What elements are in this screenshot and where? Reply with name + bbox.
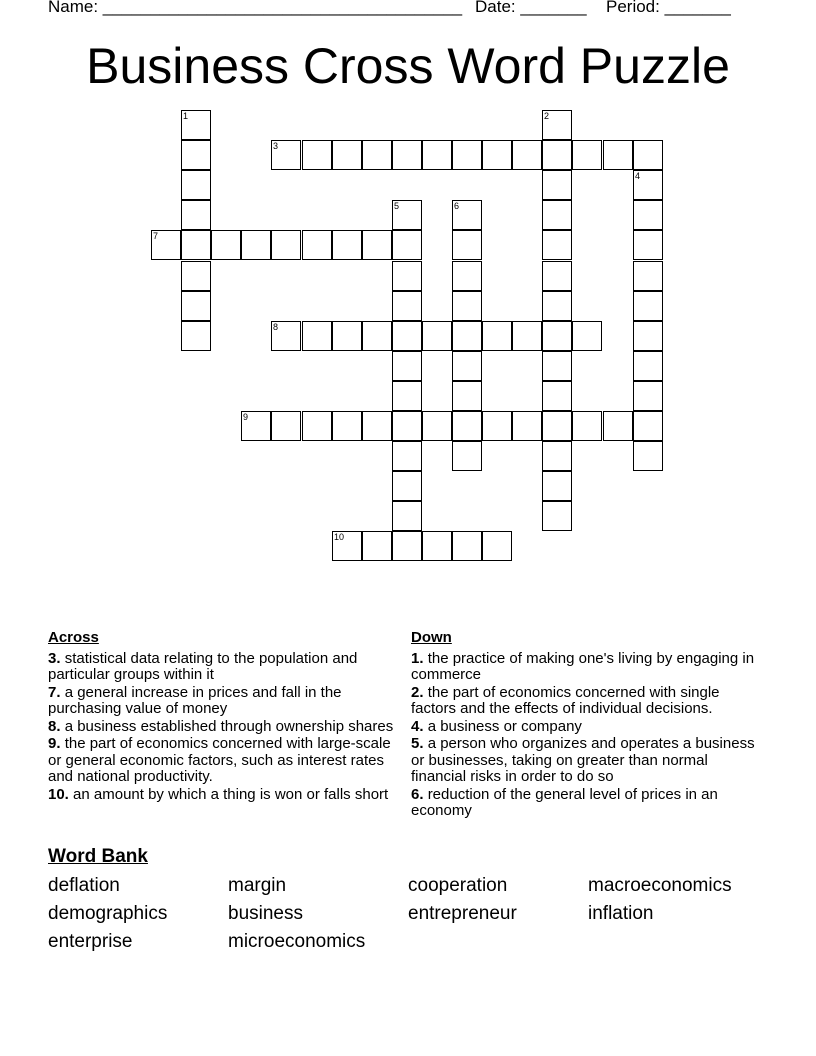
crossword-cell[interactable]: [512, 140, 542, 170]
word-bank-word: deflation: [48, 875, 120, 896]
crossword-cell[interactable]: [181, 140, 211, 170]
word-bank-word: business: [228, 903, 303, 924]
crossword-cell[interactable]: [392, 261, 422, 291]
crossword-cell[interactable]: [633, 170, 663, 200]
across-clue: [48, 719, 400, 736]
crossword-cell[interactable]: [542, 321, 572, 351]
crossword-cell[interactable]: [452, 351, 482, 381]
crossword-cell[interactable]: [362, 531, 392, 561]
word-bank-word: macroeconomics: [588, 875, 732, 896]
down-clue: [411, 787, 761, 820]
word-bank-word: inflation: [588, 903, 654, 924]
across-clue: [48, 651, 400, 684]
cell-number: 8: [273, 322, 279, 332]
clue-text: a business established through ownership shares: [64, 717, 394, 735]
crossword-cell[interactable]: [542, 140, 572, 170]
down-clue: [411, 719, 761, 736]
crossword-cell[interactable]: [362, 230, 392, 260]
cell-number: 7: [153, 231, 159, 241]
crossword-cell[interactable]: [392, 501, 422, 531]
crossword-cell[interactable]: [603, 411, 633, 441]
word-bank-word: microeconomics: [228, 931, 366, 952]
crossword-cell[interactable]: [542, 351, 572, 381]
clue-text: reduction of the general level of prices in an economy: [411, 785, 718, 819]
across-clue: [48, 787, 400, 804]
crossword-cell[interactable]: [362, 321, 392, 351]
crossword-cell[interactable]: [633, 291, 663, 321]
name-field[interactable]: Name: ______________________________________: [48, 0, 463, 16]
across-clue: [48, 685, 400, 718]
crossword-cell[interactable]: [332, 531, 362, 561]
clue-text: an amount by which a thing is won or falls short: [73, 785, 389, 803]
crossword-cell[interactable]: [392, 140, 422, 170]
cell-number: 10: [334, 532, 345, 542]
crossword-cell[interactable]: [452, 441, 482, 471]
crossword-cell[interactable]: [572, 140, 602, 170]
period-field[interactable]: Period: _______: [606, 0, 731, 16]
crossword-cell[interactable]: [482, 411, 512, 441]
crossword-cell[interactable]: [633, 321, 663, 351]
word-bank-word: margin: [228, 875, 287, 896]
crossword-cell[interactable]: [542, 411, 572, 441]
crossword-cell[interactable]: [542, 291, 572, 321]
crossword-cell[interactable]: [452, 261, 482, 291]
down-clue: [411, 651, 761, 684]
clue-number: 8.: [48, 717, 61, 735]
word-bank-word: entrepreneur: [408, 903, 517, 924]
crossword-cell[interactable]: [332, 411, 362, 441]
cell-number: 9: [243, 412, 249, 422]
clue-number: 5.: [411, 735, 424, 752]
crossword-cell[interactable]: [633, 381, 663, 411]
crossword-cell[interactable]: [241, 230, 271, 260]
cell-number: 5: [394, 201, 400, 211]
crossword-cell[interactable]: [542, 261, 572, 291]
crossword-cell[interactable]: [181, 291, 211, 321]
crossword-cell[interactable]: [392, 411, 422, 441]
crossword-cell[interactable]: [452, 291, 482, 321]
clue-number: 2.: [411, 683, 424, 701]
crossword-cell[interactable]: [211, 230, 241, 260]
crossword-cell[interactable]: [181, 261, 211, 291]
crossword-cell[interactable]: [392, 531, 422, 561]
crossword-cell[interactable]: [482, 321, 512, 351]
crossword-cell[interactable]: [542, 200, 572, 230]
crossword-cell[interactable]: [392, 200, 422, 230]
crossword-cell[interactable]: [633, 230, 663, 260]
clue-number: 7.: [48, 683, 61, 701]
clue-text: a general increase in prices and fall in the purchasing value of money: [48, 683, 342, 717]
crossword-cell[interactable]: [302, 140, 332, 170]
crossword-cell[interactable]: [452, 200, 482, 230]
crossword-cell[interactable]: [633, 140, 663, 170]
crossword-cell[interactable]: [452, 381, 482, 411]
down-clue: [411, 736, 761, 786]
crossword-cell[interactable]: [422, 321, 452, 351]
crossword-cell[interactable]: [633, 411, 663, 441]
crossword-cell[interactable]: [302, 411, 332, 441]
word-bank-word: demographics: [48, 903, 168, 924]
crossword-cell[interactable]: [392, 321, 422, 351]
clue-text: the part of economics concerned with single factors and the effects of individual decisions.: [411, 683, 720, 717]
crossword-cell[interactable]: [542, 381, 572, 411]
clue-number: 10.: [48, 785, 69, 803]
crossword-cell[interactable]: [452, 140, 482, 170]
crossword-cell[interactable]: [572, 321, 602, 351]
down-heading: Down: [411, 629, 452, 646]
crossword-cell[interactable]: [422, 411, 452, 441]
crossword-cell[interactable]: [392, 351, 422, 381]
word-bank-word: enterprise: [48, 931, 133, 952]
date-field[interactable]: Date: _______: [475, 0, 587, 16]
crossword-cell[interactable]: [332, 230, 362, 260]
crossword-cell[interactable]: [633, 200, 663, 230]
crossword-cell[interactable]: [482, 531, 512, 561]
crossword-cell[interactable]: [392, 381, 422, 411]
crossword-cell[interactable]: [241, 411, 271, 441]
crossword-cell[interactable]: [271, 230, 301, 260]
crossword-cell[interactable]: [512, 321, 542, 351]
cell-number: 6: [454, 201, 460, 211]
clue-number: 1.: [411, 649, 424, 667]
cell-number: 3: [273, 141, 279, 151]
crossword-cell[interactable]: [392, 441, 422, 471]
crossword-cell[interactable]: [572, 411, 602, 441]
crossword-cell[interactable]: [271, 411, 301, 441]
down-clue: [411, 685, 761, 718]
cell-number: 2: [544, 111, 550, 121]
crossword-cell[interactable]: [542, 501, 572, 531]
crossword-cell[interactable]: [362, 411, 392, 441]
clue-text: the practice of making one's living by engaging in commerce: [411, 649, 755, 683]
clue-number: 9.: [48, 735, 61, 752]
crossword-cell[interactable]: [633, 261, 663, 291]
crossword-cell[interactable]: [271, 140, 301, 170]
crossword-cell[interactable]: [392, 291, 422, 321]
crossword-cell[interactable]: [422, 531, 452, 561]
across-clues: [48, 630, 400, 804]
crossword-cell[interactable]: [181, 230, 211, 260]
crossword-cell[interactable]: [603, 140, 633, 170]
crossword-cell[interactable]: [181, 200, 211, 230]
crossword-cell[interactable]: [151, 230, 181, 260]
crossword-cell[interactable]: [362, 140, 392, 170]
clue-number: 4.: [411, 717, 424, 735]
crossword-cell[interactable]: [512, 411, 542, 441]
clue-number: 6.: [411, 785, 424, 803]
crossword-cell[interactable]: [452, 230, 482, 260]
crossword-cell[interactable]: [542, 441, 572, 471]
crossword-cell[interactable]: [542, 110, 572, 140]
crossword-cell[interactable]: [392, 471, 422, 501]
crossword-cell[interactable]: [302, 321, 332, 351]
crossword-cell[interactable]: [271, 321, 301, 351]
clue-text: a person who organizes and operates a business or businesses, taking on greater than normal financial risks in order to do so: [411, 735, 755, 785]
crossword-cell[interactable]: [181, 170, 211, 200]
cell-number: 1: [183, 111, 189, 121]
down-clues: [411, 630, 761, 821]
word-bank-word: cooperation: [408, 875, 508, 896]
crossword-cell[interactable]: [542, 230, 572, 260]
page-title: Business Cross Word Puzzle: [86, 38, 730, 94]
crossword-cell[interactable]: [542, 471, 572, 501]
crossword-cell[interactable]: [542, 170, 572, 200]
cell-number: 4: [635, 171, 641, 181]
crossword-cell[interactable]: [452, 321, 482, 351]
clue-number: 3.: [48, 649, 61, 667]
crossword-cell[interactable]: [482, 140, 512, 170]
clue-text: a business or company: [427, 717, 582, 735]
crossword-cell[interactable]: [332, 140, 362, 170]
crossword-cell[interactable]: [302, 230, 332, 260]
word-bank-title: Word Bank: [48, 846, 148, 867]
crossword-cell[interactable]: [332, 321, 362, 351]
crossword-cell[interactable]: [633, 441, 663, 471]
crossword-cell[interactable]: [452, 411, 482, 441]
across-heading: Across: [48, 629, 99, 646]
crossword-cell[interactable]: [452, 531, 482, 561]
crossword-cell[interactable]: [181, 321, 211, 351]
across-clue: [48, 736, 400, 786]
crossword-cell[interactable]: [181, 110, 211, 140]
crossword-cell[interactable]: [633, 351, 663, 381]
clue-text: the part of economics concerned with large-scale or general economic factors, such as interest rates and national productivity.: [48, 735, 391, 785]
clue-text: statistical data relating to the population and particular groups within it: [48, 649, 358, 683]
crossword-cell[interactable]: [392, 230, 422, 260]
crossword-cell[interactable]: [422, 140, 452, 170]
